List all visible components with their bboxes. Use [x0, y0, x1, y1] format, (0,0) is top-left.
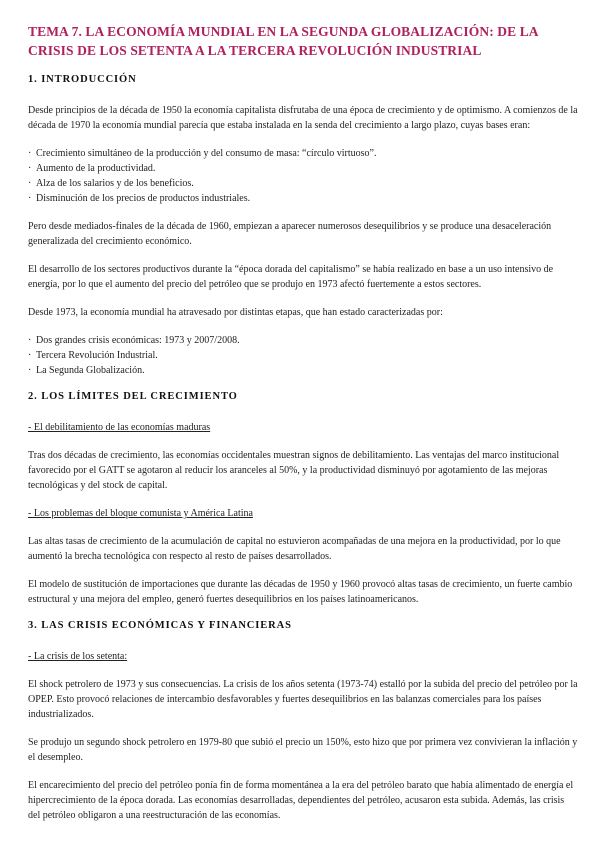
paragraph: El shock petrolero de 1973 y sus consecuencias. La crisis de los años setenta (1973-74) estalló por la subida del precio del petróleo por la OPEP. Esto provocó relaciones de intercambio desfavorables y fuertes desequilibrios en las balanzas comerciales para los países industrializados. — [28, 679, 578, 720]
paragraph: El modelo de sustitución de importaciones que durante las décadas de 1950 y 1960 provocó altas tasas de crecimiento, un fuerte cambio estructural y una mejora del empleo, generó fuertes desequilibrios en los países latinoamericanos. — [28, 579, 573, 605]
section-heading-limites: 2. LOS LÍMITES DEL CRECIMIENTO — [28, 391, 238, 402]
section-heading-introduccion: 1. INTRODUCCIÓN — [28, 74, 137, 85]
paragraph: Desde 1973, la economía mundial ha atravesado por distintas etapas, que han estado caracterizadas por: — [28, 307, 443, 318]
paragraph: Las altas tasas de crecimiento de la acumulación de capital no estuvieron acompañadas de una mejora en la productividad, por lo que aumentó la brecha tecnológica con respecto al resto de países desarrollados. — [28, 536, 561, 562]
subheading: - El debilitamiento de las economías maduras — [28, 422, 211, 433]
bullet-list — [28, 333, 578, 378]
paragraph: El desarrollo de los sectores productivos durante la “época dorada del capitalismo” se había realizado en base a un uso intensivo de energía, por lo que el aumento del precio del petróleo que se produjo en 1973 afectó fuertemente a estos sectores. — [28, 264, 554, 290]
list-item: · Crecimiento simultáneo de la producción y del consumo de masa: “círculo virtuoso”. — [28, 146, 578, 161]
list-item: · Alza de los salarios y de los beneficios. — [28, 176, 578, 191]
document-title: TEMA 7. LA ECONOMÍA MUNDIAL EN LA SEGUNDA GLOBALIZACIÓN: DE LA CRISIS DE LOS SETENTA A LA TERCERA REVOLUCIÓN INDUSTRIAL — [28, 24, 538, 58]
subheading: - Los problemas del bloque comunista y América Latina — [28, 508, 253, 519]
paragraph: Tras dos décadas de crecimiento, las economías occidentales muestran signos de debilitamiento. Las ventajas del marco institucional favorecido por el GATT se agotaron al reducir los aranceles al 50%, y la productividad disminuyó por agotamiento de las mejoras tecnológicas y del stock de capital. — [28, 450, 560, 491]
subheading: - La crisis de los setenta: — [28, 651, 128, 662]
paragraph: El encarecimiento del precio del petróleo ponía fin de forma momentánea a la era del petróleo barato que había alimentado de energía el hipercrecimiento de la época dorada. Las economías desarrolladas, dependientes del petróleo, acusaron esta subida. Además, las crisis del petróleo obligaron a una reestructuración de las economías. — [28, 780, 574, 821]
list-item: · Aumento de la productividad. — [28, 161, 578, 176]
list-item: · La Segunda Globalización. — [28, 363, 578, 378]
list-item: · Dos grandes crisis económicas: 1973 y 2007/2008. — [28, 333, 578, 348]
section-heading-crisis: 3. LAS CRISIS ECONÓMICAS Y FINANCIERAS — [28, 620, 292, 631]
list-item: · Disminución de los precios de productos industriales. — [28, 191, 578, 206]
paragraph: Se produjo un segundo shock petrolero en 1979-80 que subió el precio un 150%, esto hizo que por primera vez convivieran la inflación y el desempleo. — [28, 737, 578, 763]
list-item: · Tercera Revolución Industrial. — [28, 348, 578, 363]
paragraph: Desde principios de la década de 1950 la economía capitalista disfrutaba de una época de crecimiento y de optimismo. A comienzos de la década de 1970 la economía mundial parecía que estaba instalada en la senda del crecimiento a largo plazo, cuyas bases eran: — [28, 105, 578, 131]
paragraph: Pero desde mediados-finales de la década de 1960, empiezan a aparecer numerosos desequilibrios y se produce una desaceleración generalizada del crecimiento económico. — [28, 221, 552, 247]
bullet-list — [28, 146, 578, 206]
